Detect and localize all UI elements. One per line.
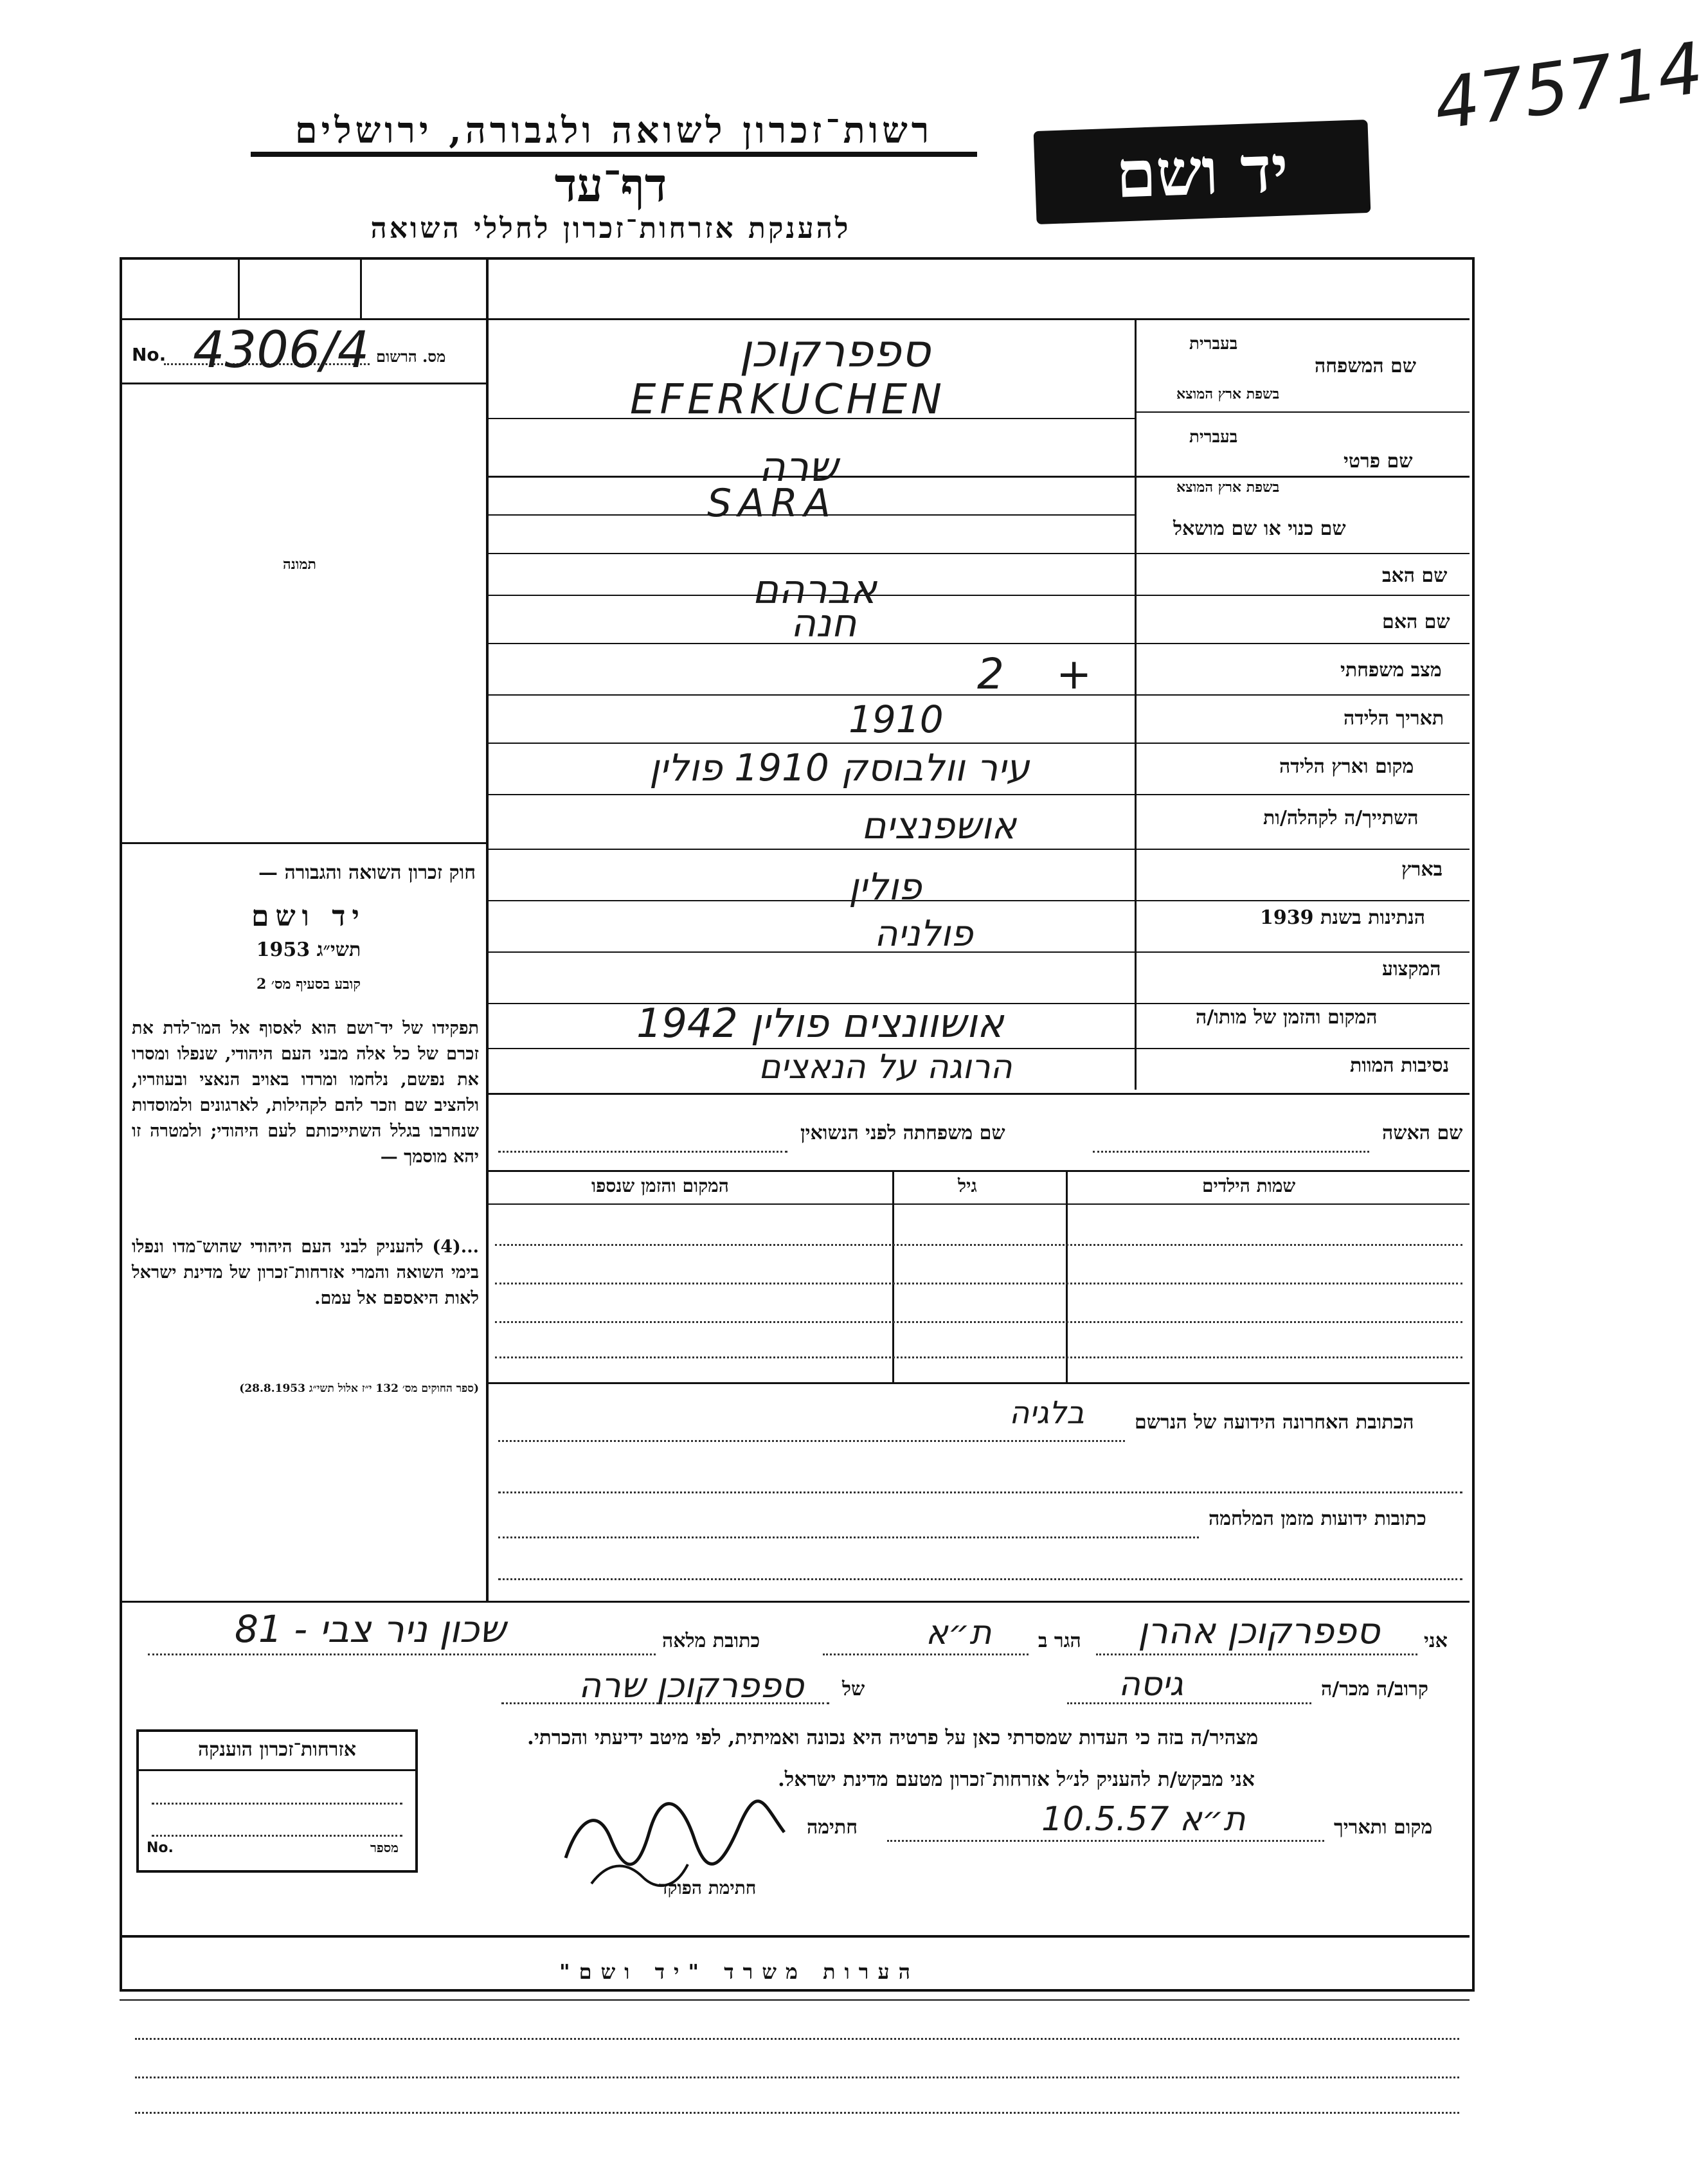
- logo-text: יד ושם: [1115, 131, 1290, 213]
- wartime-address-label: כתובות ידועות מזמן המלחמה: [1209, 1508, 1426, 1530]
- father-label: שם האב: [1382, 564, 1448, 587]
- surname-origin-lang-label: בשפת ארץ המוצא: [1176, 386, 1280, 402]
- country-value: פולין: [849, 865, 922, 908]
- archive-number: 475714: [1429, 26, 1708, 146]
- law-citation: (ספר החוקים מס׳ 132 י״ז אלול תשי״ג 28.8.1953): [239, 1382, 479, 1395]
- country-label: בארץ: [1401, 858, 1443, 881]
- citizenship-box-number-label: מספר: [370, 1840, 399, 1855]
- death-circumstances-label: נסיבות המוות: [1350, 1054, 1450, 1077]
- firstname-latin-value: SARA: [707, 481, 837, 526]
- maiden-name-label: שם משפחתה לפני הנשואין: [800, 1122, 1005, 1144]
- law-paragraph-2: ...(4) להעניק לבני העם היהודי שהוש־מדו ונפלו בימי השואה והמרי אזרחות־זכרון של מדינת ישראל לאות היאספם אל עמם.: [132, 1237, 479, 1308]
- death-place-value: אושוונצים פולין 1942: [636, 1000, 1004, 1047]
- birthplace-value: עיר וולבוסק 1910 פולין: [649, 746, 1030, 789]
- full-address-value: שכון ניר צבי - 81: [235, 1607, 506, 1651]
- signature-label: חתימה: [807, 1816, 858, 1839]
- institution-line: רשות־זכרון לשואה ולגבורה, ירושלים: [251, 109, 977, 157]
- birthplace-label: מקום וארץ הלידה: [1279, 755, 1414, 778]
- surname-hebrew-value: ספפרקוכן: [739, 325, 931, 377]
- firstname-in-hebrew-label: בעברית: [1189, 428, 1238, 447]
- citizenship-box: [136, 1729, 418, 1873]
- last-address-label: הכתובת האחרונה הידועה של הנרשם: [1135, 1411, 1414, 1434]
- declarant-name-value: ספפרקוכן אהרן: [1138, 1610, 1380, 1652]
- children-place-header: המקום והזמן שנספו: [591, 1175, 729, 1196]
- yad-vashem-logo: [1034, 120, 1371, 224]
- firstname-hebrew-value: שרה: [759, 444, 838, 491]
- law-year: תשי״ג 1953: [256, 939, 361, 961]
- citizenship-box-no: No.: [147, 1840, 174, 1856]
- form-subtitle: להענקת אזרחות־זכרון לחללי השואה: [370, 212, 851, 245]
- place-date-value: 10.5.57 ת״א: [1041, 1800, 1246, 1839]
- surname-label: שם המשפחה: [1315, 355, 1417, 377]
- profession-label: המקצוע: [1382, 958, 1441, 980]
- of-value: ספפרקוכן שרה: [579, 1665, 804, 1706]
- law-title: חוק זכרון השואה והגבורה —: [258, 861, 476, 884]
- relative-label: קרוב/ה מכר/ה: [1321, 1678, 1428, 1700]
- resides-value: ת״א: [926, 1614, 992, 1652]
- firstname-origin-lang-label: בשפת ארץ המוצא: [1176, 479, 1280, 496]
- birthdate-value: 1910: [849, 698, 944, 741]
- mother-value: חנה: [791, 601, 857, 646]
- father-value: אברהם: [752, 566, 877, 613]
- birthdate-label: תאריך הלידה: [1344, 707, 1444, 730]
- marital-label: מצב משפחתי: [1340, 659, 1442, 681]
- photo-label: תמונה: [283, 556, 316, 573]
- resides-label: הגר ב: [1038, 1630, 1081, 1652]
- registration-number: 4306/4: [193, 321, 370, 379]
- declaration-text: מצהיר/ה בזה כי העדות שמסרתי כאן על פרטיה היא נכונה ואמיתית, לפי מיטב ידיעתי והכרתי.: [527, 1726, 1259, 1749]
- registration-label: מס. הרשום: [376, 347, 446, 366]
- surname-latin-value: EFERKUCHEN: [630, 376, 946, 424]
- surname-in-hebrew-label: בעברית: [1189, 334, 1238, 354]
- nickname-label: שם כנוי או שם מושאל: [1173, 518, 1346, 540]
- death-circumstances-value: הרוגה על הנאצים: [759, 1048, 1012, 1086]
- marital-value: 2 +: [977, 649, 1111, 699]
- community-label: השתייך/ה לקהלה/ות: [1263, 807, 1419, 829]
- officer-signature-label: חתימת הפוקד: [659, 1877, 757, 1898]
- mother-label: שם האם: [1382, 611, 1450, 633]
- last-address-value: בלגיה: [1009, 1395, 1084, 1431]
- full-address-label: כתובת מלאה: [662, 1630, 760, 1652]
- law-paragraph-1: תפקידו של יד־ושם הוא לאסוף אל המו־לדת את זכרם של כל אלה מבני העם היהודי, שנפלו ומסרו את נפשם, נלחמו ומרדו באויב הנאצי ובעוזריו, ולהציב שם וזכר להם לקהילות, לארגונים ולמוסדות שנחרבו בגלל השתייכותם לעם היהודי; ולמטרה זו יהא מוסמך —: [132, 1018, 479, 1167]
- community-value: אושפנצים: [861, 804, 1016, 847]
- request-text: אני מבקש/ת להעניק לנ״ל אזרחות־זכרון מטעם מדינת ישראל.: [778, 1768, 1255, 1791]
- wife-label: שם האשה: [1382, 1122, 1463, 1144]
- of-label: של: [842, 1678, 865, 1700]
- relative-value: גיסה: [1119, 1665, 1183, 1704]
- registration-no-label: No.: [132, 344, 166, 365]
- death-place-label: המקום והזמן של מותו/ה: [1196, 1006, 1378, 1029]
- declarant-i-label: אני: [1424, 1630, 1448, 1652]
- law-clause: קובע בסעיף מס׳ 2: [256, 976, 361, 993]
- nationality-label: הנתינות בשנת 1939: [1260, 906, 1426, 929]
- firstname-label: שם פרטי: [1344, 450, 1413, 473]
- children-names-header: שמות הילדים: [1202, 1175, 1296, 1196]
- nationality-value: פולניה: [874, 913, 973, 955]
- form-title: דף־עד: [554, 158, 667, 212]
- place-date-label: מקום ותאריך: [1334, 1816, 1433, 1839]
- office-notes-title: הערות משרד "יד ושם": [559, 1959, 920, 1984]
- children-age-header: גיל: [958, 1175, 977, 1196]
- citizenship-box-title: אזרחות־זכרון הוענקה: [197, 1738, 357, 1761]
- law-name: יד ושם: [251, 900, 366, 933]
